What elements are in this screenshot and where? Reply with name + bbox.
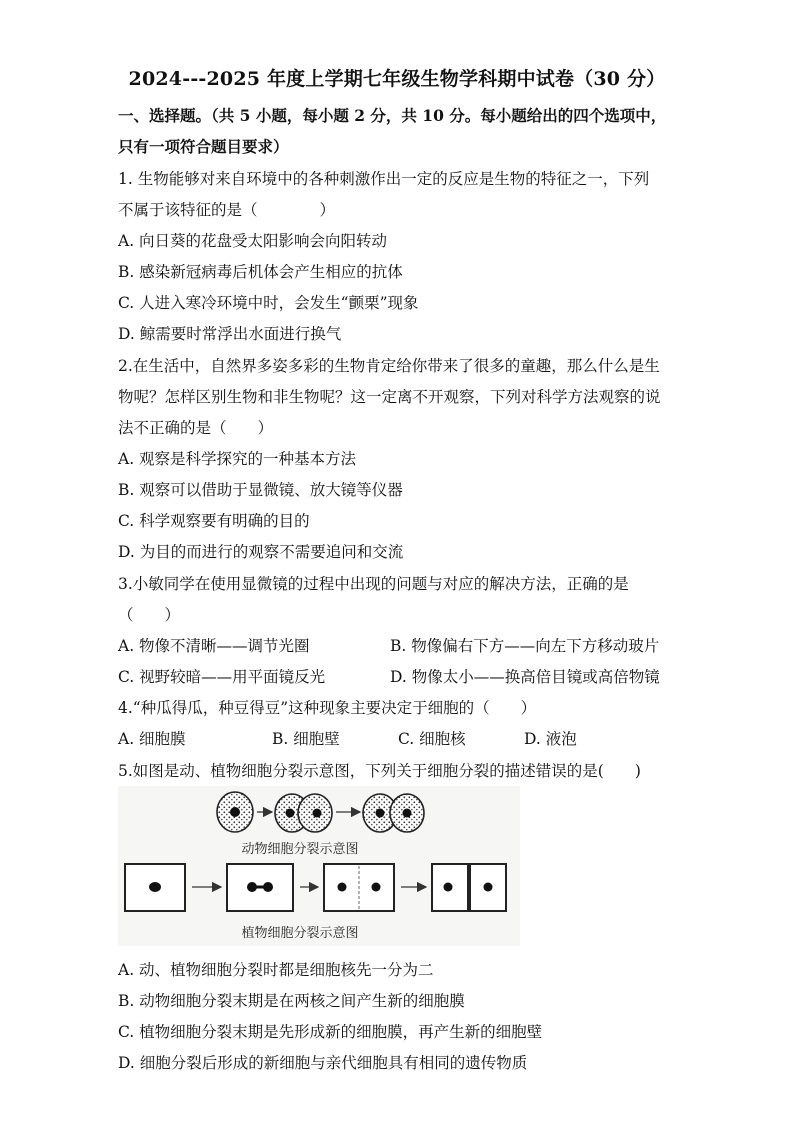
q4-option-a: A. 细胞膜	[118, 730, 186, 748]
plant-cell-division-sequence	[125, 864, 506, 941]
q3-options-row-2	[118, 665, 678, 687]
q3-stem-line-2: （ ）	[118, 606, 181, 624]
cell-division-diagram	[118, 786, 520, 946]
q5-stem: 5.如图是动、植物细胞分裂示意图，下列关于细胞分裂的描述错误的是( )	[118, 762, 641, 780]
q3-option-c: C. 视野较暗——用平面镜反光	[118, 668, 326, 686]
q1-option-d: D. 鲸需要时常浮出水面进行换气	[118, 325, 342, 343]
section-heading-line-2: 只有一项符合题目要求）	[118, 137, 289, 156]
plant-cell-stage-4	[432, 864, 506, 911]
q2-stem-line-3: 法不正确的是（ ）	[118, 419, 274, 437]
q4-option-d: D. 液泡	[524, 730, 577, 748]
plant-cell-stage-3	[324, 864, 394, 911]
q2-option-d: D. 为目的而进行的观察不需要追问和交流	[118, 543, 404, 561]
q2-stem-line-2: 物呢？怎样区别生物和非生物呢？这一定离不开观察，下列对科学方法观察的说	[118, 388, 661, 406]
q4-option-b: B. 细胞壁	[272, 730, 340, 748]
q3-option-d: D. 物像太小——换高倍目镜或高倍物镜	[390, 668, 660, 686]
q5-option-b: B. 动物细胞分裂末期是在两核之间产生新的细胞膜	[118, 992, 465, 1010]
q1-stem-line-2: 不属于该特征的是（ ）	[118, 201, 336, 219]
q3-options-row-1	[118, 634, 678, 656]
plant-cell-stage-2	[227, 864, 293, 911]
q3-option-a: A. 物像不清晰——调节光圈	[118, 637, 310, 655]
q4-stem: 4.“种瓜得瓜，种豆得豆”这种现象主要决定于细胞的（ ）	[118, 699, 537, 717]
animal-cell-stage-2	[275, 794, 332, 832]
q3-stem-line-1: 3.小敏同学在使用显微镜的过程中出现的问题与对应的解决方法，正确的是	[118, 575, 629, 593]
animal-cell-stage-3	[363, 794, 424, 832]
cell-division-figure	[118, 786, 520, 946]
q1-option-b: B. 感染新冠病毒后机体会产生相应的抗体	[118, 263, 403, 281]
q1-stem-line-1: 1. 生物能够对来自环境中的各种刺激作出一定的反应是生物的特征之一，下列	[118, 170, 650, 188]
page-title: 2024---2025 年度上学期七年级生物学科期中试卷（30 分）	[128, 68, 666, 90]
q3-option-b: B. 物像偏右下方——向左下方移动玻片	[390, 637, 660, 655]
q4-option-c: C. 细胞核	[398, 730, 466, 748]
animal-figure-caption: 动物细胞分裂示意图	[241, 842, 359, 857]
section-heading-line-1: 一、选择题。（共 5 小题，每小题 2 分，共 10 分。每小题给出的四个选项中，	[118, 106, 667, 125]
plant-figure-caption: 植物细胞分裂示意图	[241, 926, 359, 941]
q4-options-row	[118, 727, 678, 749]
q2-option-b: B. 观察可以借助于显微镜、放大镜等仪器	[118, 481, 403, 499]
q1-option-a: A. 向日葵的花盘受太阳影响会向阳转动	[118, 232, 388, 250]
animal-cell-division-sequence	[217, 792, 424, 857]
q5-option-a: A. 动、植物细胞分裂时都是细胞核先一分为二	[118, 961, 434, 979]
q2-option-a: A. 观察是科学探究的一种基本方法	[118, 450, 357, 468]
q1-option-c: C. 人进入寒冷环境中时，会发生“颤栗”现象	[118, 294, 419, 312]
q2-option-c: C. 科学观察要有明确的目的	[118, 512, 310, 530]
q5-option-d: D. 细胞分裂后形成的新细胞与亲代细胞具有相同的遗传物质	[118, 1054, 528, 1072]
q5-option-c: C. 植物细胞分裂末期是先形成新的细胞膜，再产生新的细胞壁	[118, 1023, 543, 1041]
q2-stem-line-1: 2.在生活中，自然界多姿多彩的生物肯定给你带来了很多的童趣，那么什么是生	[118, 357, 660, 375]
